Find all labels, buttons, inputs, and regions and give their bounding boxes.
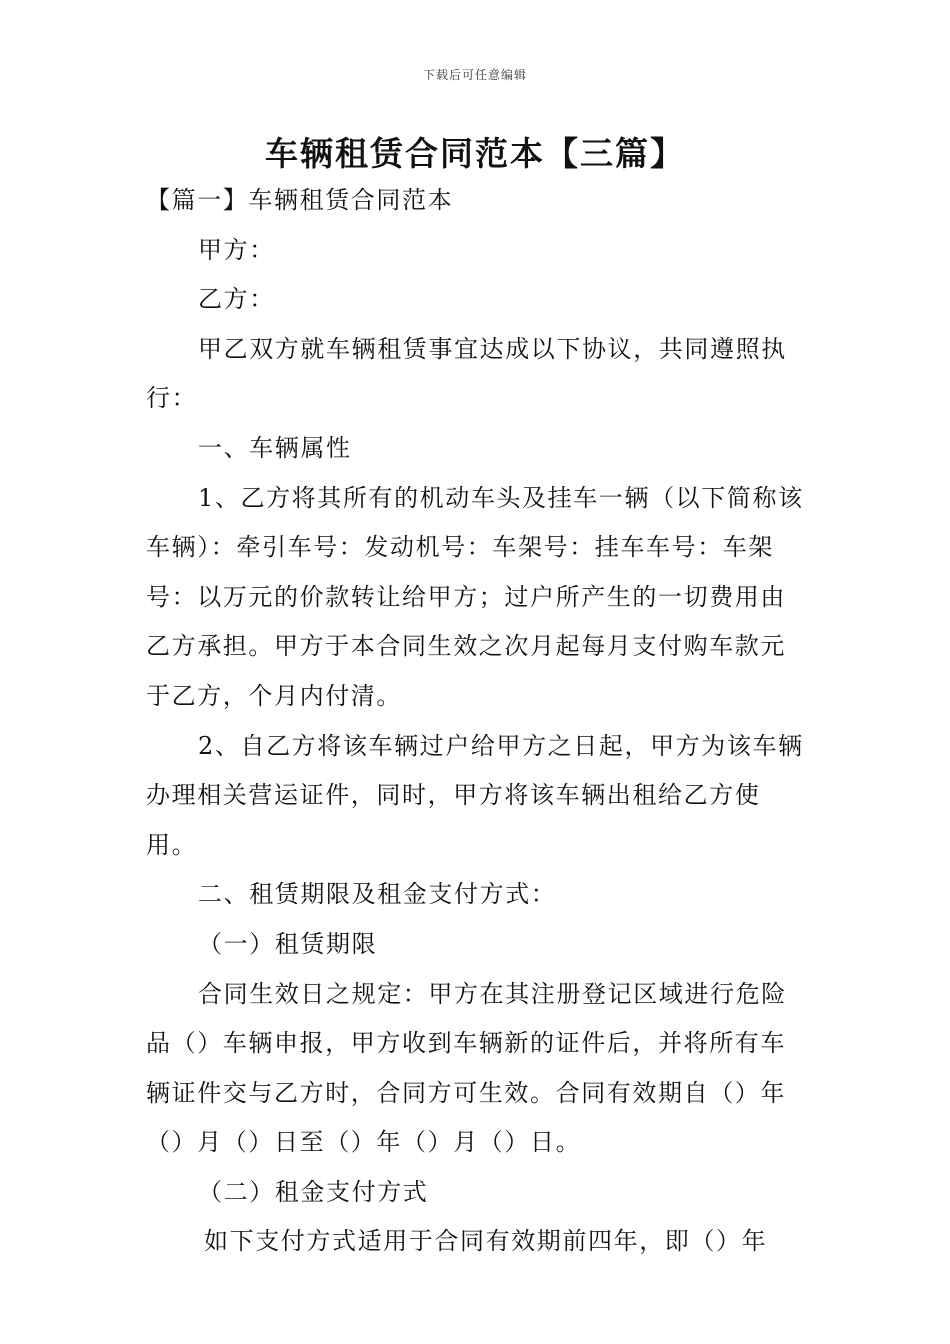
clause-paragraph: 如下支付方式适用于合同有效期前四年，即（）年 — [204, 1227, 768, 1256]
party-b-line: 乙方： — [198, 285, 275, 314]
document-body — [146, 176, 808, 1267]
document-title: 车辆租赁合同范本【三篇】 — [265, 134, 685, 173]
subclause-heading: （二）租金支付方式 — [198, 1177, 429, 1206]
clause-paragraph: 合同生效日之规定：甲方在其注册登记区域进行危险品（）车辆申报，甲方收到车辆新的证件后，并将所有车辆证件交与乙方时，合同方可生效。合同有效期自（）年（）月（）日至（）年（）月（）日。 — [146, 979, 787, 1157]
clause-paragraph: 2、自乙方将该车辆过户给甲方之日起，甲方为该车辆办理相关营运证件，同时，甲方将该车辆出租给乙方使用。 — [146, 731, 804, 859]
header-note: 下载后可任意编辑 — [422, 68, 527, 82]
section-heading: 【篇一】车辆租赁合同范本 — [146, 186, 454, 214]
agreement-intro: 甲乙双方就车辆租赁事宜达成以下协议，共同遵照执行： — [146, 334, 787, 413]
clause-heading-vehicle: 一、车辆属性 — [198, 433, 352, 462]
clause-paragraph: 1、乙方将其所有的机动车头及挂车一辆（以下简称该车辆）：牵引车号：发动机号：车架号：挂车车号：车架号：以万元的价款转让给甲方；过户所产生的一切费用由乙方承担。甲方于本合同生效之次月起每月支付购车款元于乙方，个月内付清。 — [146, 483, 804, 710]
subclause-heading: （一）租赁期限 — [198, 929, 378, 958]
clause-heading-term: 二、租赁期限及租金支付方式： — [198, 880, 557, 909]
party-a-line: 甲方： — [198, 235, 275, 264]
